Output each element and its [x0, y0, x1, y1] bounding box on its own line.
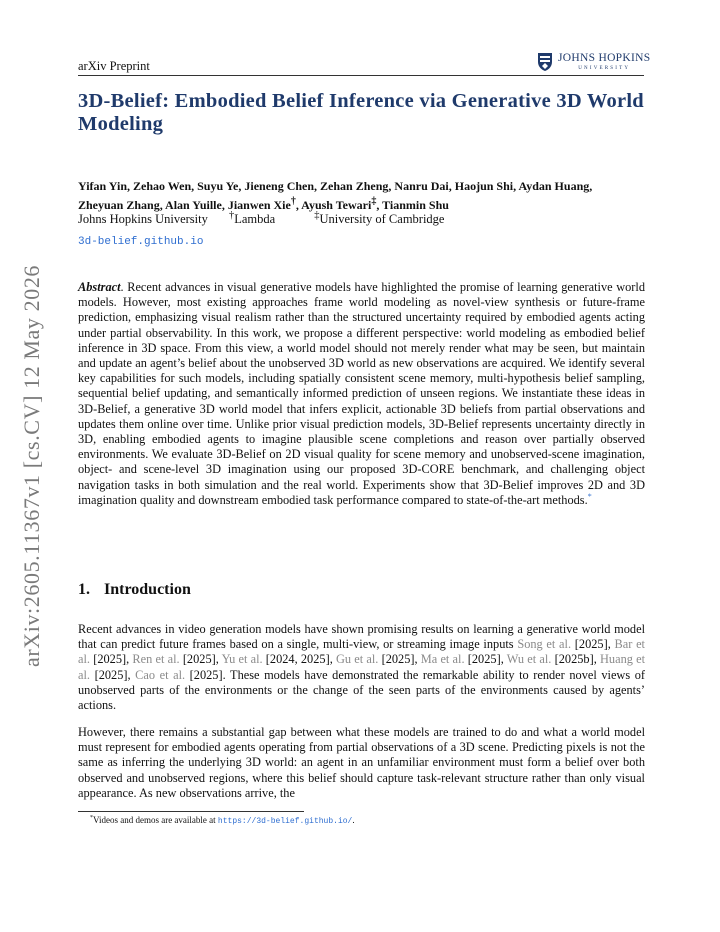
citation-link[interactable]: Song et al. [517, 637, 572, 652]
logo-subname: UNIVERSITY [578, 65, 631, 71]
affiliation-lambda: †Lambda [229, 210, 276, 227]
footnote-url-link[interactable]: https://3d-belief.github.io/ [217, 817, 353, 826]
footnote-text: Videos and demos are available at [93, 815, 218, 825]
affiliations [78, 210, 480, 227]
affiliation-jhu: Johns Hopkins University [78, 212, 208, 227]
johns-hopkins-logo [537, 51, 650, 73]
footnote-divider [78, 811, 304, 812]
author-line-2a: Zheyuan Zhang, Alan Yuille, Jianwen Xie [78, 198, 291, 212]
section-title: Introduction [104, 581, 191, 598]
header-divider [78, 75, 644, 76]
author-line-2c: , Tianmin Shu [376, 198, 449, 212]
double-dagger-mark: ‡ [371, 196, 377, 207]
citation-link[interactable]: Gu et al. [335, 652, 379, 667]
citation-link[interactable]: Huang et al. [78, 652, 646, 682]
section-heading-introduction [78, 581, 191, 599]
citation-link[interactable]: Ma et al. [420, 652, 465, 667]
logo-name: JOHNS HOPKINS [558, 52, 651, 65]
intro-paragraph-2: However, there remains a substantial gap between what these models are trained to do and what a world model must represent for embodied agents operating from partial observations of a 3D scene. Predicting pixels is not the same as inferring the underlying 3D world: an agent in an unfamiliar environment must form a belief over both observed and unobserved regions, where this belief should capture task-relevant structure rather than only visual appearance. As new observations arrive, the [78, 725, 645, 800]
logo-wordmark [558, 53, 650, 71]
arxiv-side-identifier [14, 256, 50, 676]
citation-link[interactable]: Wu et al. [506, 652, 552, 667]
affiliation-cambridge: ‡University of Cambridge [314, 210, 445, 227]
dagger-mark: † [290, 196, 296, 207]
running-header-label: arXiv Preprint [78, 59, 150, 73]
project-page-link[interactable]: 3d-belief.github.io [78, 236, 204, 248]
paper-title: 3D-Belief: Embodied Belief Inference via Generative 3D World Modeling [78, 90, 644, 135]
abstract-label: Abstract [78, 280, 121, 294]
section-number: 1. [78, 581, 90, 598]
citation-year: [2025] [574, 637, 608, 652]
citation-link[interactable]: Yu et al. [221, 652, 263, 667]
author-line-2b: , Ayush Tewari [295, 198, 372, 212]
abstract-text: . Recent advances in visual generative models have highlighted the promise of learning generative world models. However, most existing approaches frame world modeling as novel-view synthesis or future-frame prediction, emphasizing visual realism rather than the structured uncertainty required by embodied agents acting under partial observability. In this work, we propose a different perspective: world modeling as embodied belief inference in 3D space. From this view, a world model should not merely render what may be seen, but maintain and update an agent’s belief about the unobserved 3D world as new observations are acquired. We identify several key capabilities for such models, including spatially consistent scene memory, multi-hypothesis belief sampling, sequential belief updating, and semantically informed prediction of unseen regions. We instantiate these ideas in 3D-Belief, a generative 3D world model that infers explicit, actionable 3D beliefs from partial observations and updates them online over time. Unlike prior visual prediction models, 3D-Belief represents uncertainty directly in 3D, enabling embodied agents to imagine plausible scene completions and reason over partially observed environments. We evaluate 3D-Belief on 2D visual quality for scene memory and unobserved-scene imagination, object- and scene-level 3D imagination using our proposed 3D-CORE benchmark, and challenging object navigation tasks in both simulation and the real world. Experiments show that 3D-Belief improves 2D and 3D imagination quality and downstream embodied task performance compared to state-of-the-art methods. [78, 280, 645, 507]
citation-link[interactable]: Bar et al. [78, 637, 645, 667]
abstract [78, 280, 645, 508]
university-shield-icon [537, 52, 553, 72]
intro-paragraph-1: Recent advances in video generation models have shown promising results on learning a generative world model that can predict future frames based on a single, multi-view, or streaming image inputs Song et al. [2025], Bar et al. [2025], Ren et al. [2025], Yu et al. [2024, 2025], Gu et al. [2025], Ma et al. [2025], Wu et al. [2025b], Huang et al. [2025], Cao et al. [2025]. These models have demonstrated the remarkable ability to render novel views of unobserved parts of the environments or the change of the seen parts of the environments caused by agents’ actions. [78, 622, 646, 713]
footnote: *Videos and demos are available at https://3d-belief.github.io/. [90, 815, 355, 826]
arxiv-id-text: arXiv:2605.11367v1 [cs.CV] 12 May 2026 [19, 264, 44, 668]
citation-link[interactable]: Cao et al. [135, 667, 186, 682]
footnote-link[interactable]: * [587, 491, 592, 501]
author-list [78, 178, 653, 213]
citation-link[interactable]: Ren et al. [132, 652, 180, 667]
author-line-1: Yifan Yin, Zehao Wen, Suyu Ye, Jieneng Chen, Zehan Zheng, Nanru Dai, Haojun Shi, Aydan Huang, [78, 179, 593, 193]
